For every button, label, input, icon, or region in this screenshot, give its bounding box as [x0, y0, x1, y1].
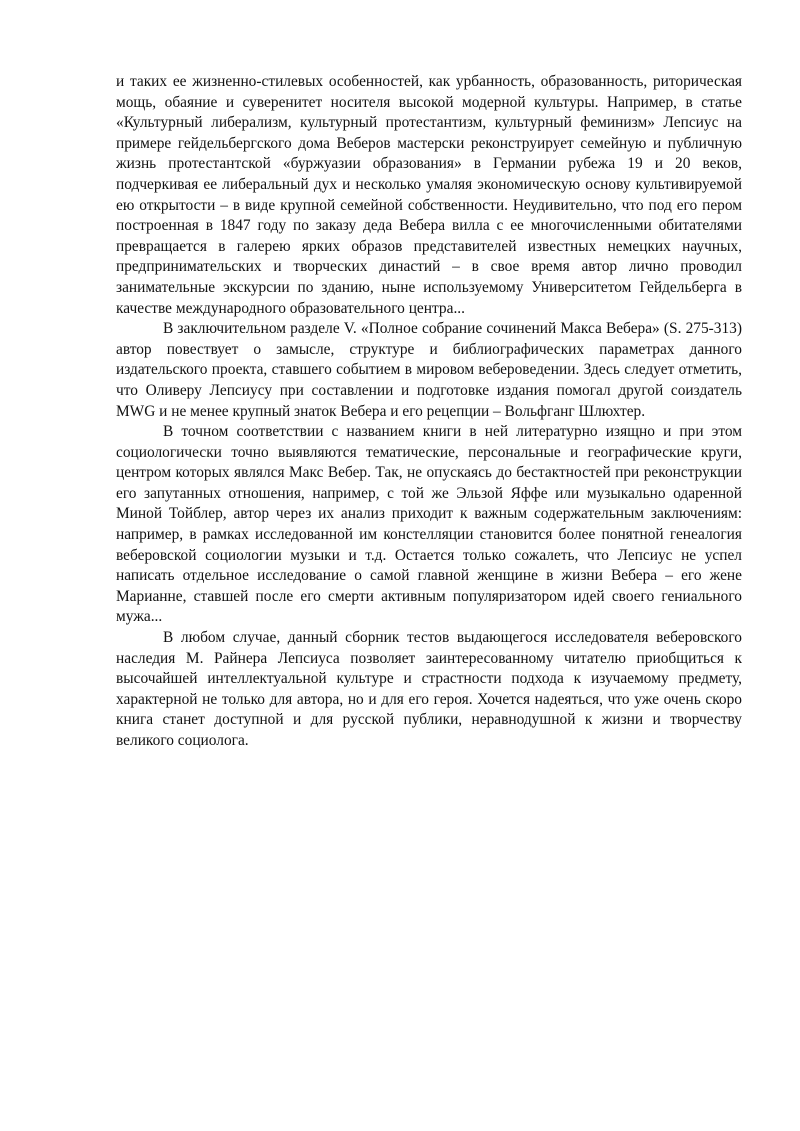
paragraph-conclusion: В любом случае, данный сборник тестов выдающегося исследователя веберовского наследия М. Райнера Лепсиуса позволяет заинтересованному читателю приобщиться к высочайшей интеллектуальной культуре и страстности подхода к изучаемому предмету, характерной не только для автора, но и для его героя. Хочется надеяться, что уже очень скоро книга станет доступной и для русской публики, неравнодушной к жизни и творчеству великого социолога. — [116, 629, 742, 749]
paragraph-circles: В точном соответствии с названием книги в ней литературно изящно и при этом социологически точно выявляются тематические, персональные и географические круги, центром которых являлся Макс Вебер. Так, не опускаясь до бестактностей при реконструкции его запутанных отношения, например, с той же Эльзой Яффе или музыкально одаренной Миной Тойблер, автор через их анализ приходит к важным содержательным заключениям: например, в рамках исследованной им констелляции становится более понятной генеалогия веберовской социологии музыки и т.д. Остается только сожалеть, что Лепсиус не успел написать отдельное исследование о самой главной женщине в жизни Вебера – его жене Марианне, ставшей после его смерти активным популяризатором идей своего гениального мужа... — [116, 423, 742, 626]
paragraph-final-section: В заключительном разделе V. «Полное собрание сочинений Макса Вебера» (S. 275-313) автор повествует о замысле, структуре и библиографических параметрах данного издательского проекта, ставшего событием в мировом вебероведении. Здесь следует отметить, что Оливеру Лепсиусу при составлении и подготовке издания помогал другой соиздатель MWG и не менее крупный знаток Вебера и его рецепции – Вольфганг Шлюхтер. — [116, 320, 742, 420]
document-page — [116, 72, 742, 752]
paragraph-continuation: и таких ее жизненно-стилевых особенностей, как урбанность, образованность, риторическая мощь, обаяние и суверенитет носителя высокой модерной культуры. Например, в статье «Культурный либерализм, культурный протестантизм, культурный феминизм» Лепсиус на примере гейдельбергского дома Веберов мастерски реконструирует семейную и публичную жизнь протестантской «буржуазии образования» в Германии рубежа 19 и 20 веков, подчеркивая ее либеральный дух и несколько умаляя экономическую основу культивируемой ею открытости – в виде крупной семейной собственности. Неудивительно, что под его пером построенная в 1847 году по заказу деда Вебера вилла с ее многочисленными обитателями превращается в галерею ярких образов представителей известных немецких научных, предпринимательских и творческих династий – в свое время автор лично проводил занимательные экскурсии по зданию, ныне используемому Университетом Гейдельберга в качестве международного образовательного центра... — [116, 73, 742, 317]
